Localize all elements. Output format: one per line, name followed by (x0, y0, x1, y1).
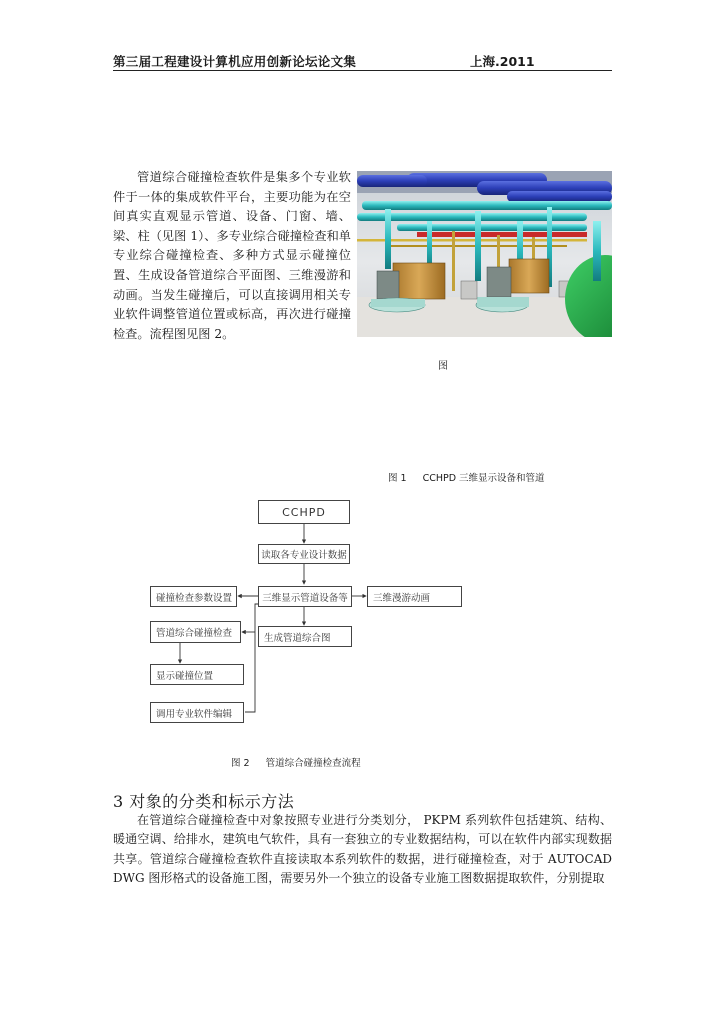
figure-1-caption (388, 470, 545, 484)
flow-node-show-position: 显示碰撞位置 (150, 664, 244, 685)
flow-node-call-software: 调用专业软件编辑 (150, 702, 244, 723)
figure-1-render (357, 171, 612, 337)
section-body (113, 811, 612, 889)
flow-node-read-data: 读取各专业设计数据 (258, 544, 350, 564)
flow-node-roaming: 三维漫游动画 (367, 586, 462, 607)
figure-2-caption (231, 755, 361, 769)
section-paragraph: 在管道综合碰撞检查中对象按照专业进行分类划分， PKPM 系列软件包括建筑、结构、暖通空调、给排水，建筑电气软件，具有一套独立的专业数据结构，可以在软件内部实现数据共享。管道综合碰撞检查软件直接读取本系列软件的数据，进行碰撞检查，对于 AUTOCAD DWG 图形格式的设备施工图，需要另外一个独立的设备专业施工图数据提取软件，分别提取 (113, 813, 612, 886)
intro-text-block (113, 168, 351, 344)
flow-node-display-3d: 三维显示管道设备等 (258, 586, 352, 607)
figure-1-caption-text: CCHPD 三维显示设备和管道 (422, 473, 545, 484)
intro-paragraph: 管道综合碰撞检查软件是集多个专业软件于一体的集成软件平台，主要功能为在空间真实直观显示管道、设备、门窗、墙、梁、柱（见图 1）、多专业综合碰撞检查和单专业综合碰撞检查、多种方式显示碰撞位置、生成设备管道综合平面图、三维漫游和动画。当发生碰撞后，可以直接调用相关专业软件调整管道位置或标高，再次进行碰撞检查。流程图见图 2。 (113, 170, 351, 341)
loop-line (245, 604, 258, 712)
flow-node-comprehensive-check: 管道综合碰撞检查 (150, 621, 241, 643)
figure-2-caption-text: 管道综合碰撞检查流程 (265, 758, 361, 769)
figure-1-small-label: 图 (438, 361, 448, 372)
header-rule (113, 70, 612, 71)
header-location-year: 上海.2011 (470, 54, 535, 69)
section-title: 3 对象的分类和标示方法 (113, 792, 295, 811)
figure-2-caption-label: 图 2 (231, 758, 250, 769)
flow-node-generate-plan: 生成管道综合图 (258, 626, 352, 647)
flow-node-cchpd: CCHPD (258, 500, 350, 524)
header-title: 第三届工程建设计算机应用创新论坛论文集 (113, 54, 357, 69)
pipe-render-image (357, 171, 612, 337)
flow-node-param-settings: 碰撞检查参数设置 (150, 586, 237, 607)
figure-1-caption-label: 图 1 (388, 473, 407, 484)
